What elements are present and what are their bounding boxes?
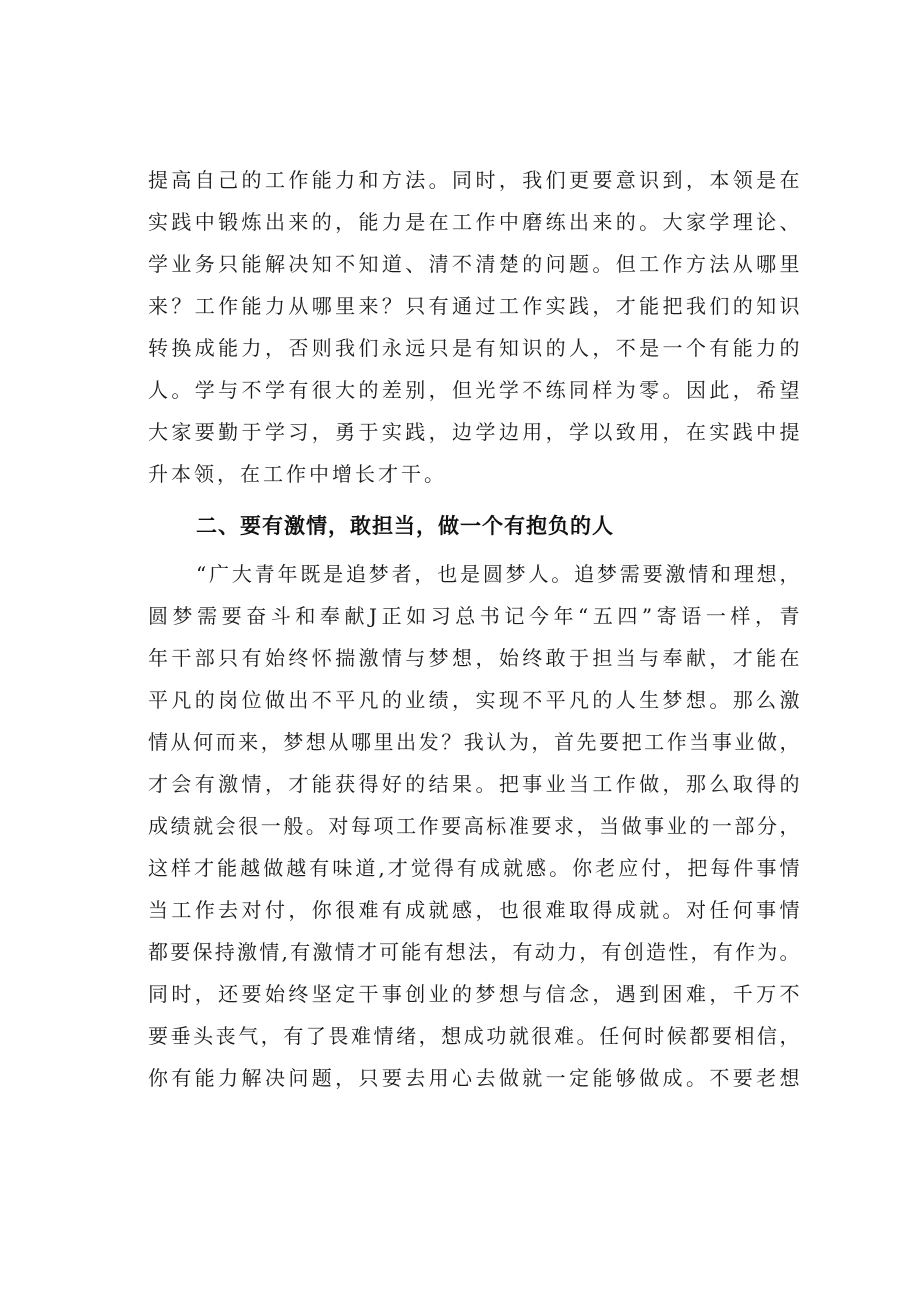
paragraph-line: 转换成能力，否则我们永远只是有知识的人，不是一个有能力的 [148,336,800,360]
paragraph-line: 大家要勤于学习，勇于实践，边学边用，学以致用，在实践中提 [148,420,800,444]
paragraph-line: 圆梦需要奋斗和奉献J正如习总书记今年“五四”寄语一样，青 [148,604,800,628]
paragraph-line: 要垂头丧气，有了畏难情绪，想成功就很难。任何时候都要相信， [148,1024,800,1048]
paragraph-line: 来？工作能力从哪里来？只有通过工作实践，才能把我们的知识 [148,294,800,318]
paragraph-line: 学业务只能解决知不知道、清不清楚的问题。但工作方法从哪里 [148,252,800,276]
paragraph-line: 人。学与不学有很大的差别，但光学不练同样为零。因此，希望 [148,378,800,402]
paragraph-line: 平凡的岗位做出不平凡的业绩，实现不平凡的人生梦想。那么激 [148,688,800,712]
paragraph-line: 当工作去对付，你很难有成就感，也很难取得成就。对任何事情 [148,898,800,922]
paragraph-line: 你有能力解决问题，只要去用心去做就一定能够做成。不要老想 [148,1066,800,1090]
paragraph-line: 成绩就会很一般。对每项工作要高标准要求，当做事业的一部分， [148,814,800,838]
paragraph-line: 同时，还要始终坚定干事创业的梦想与信念，遇到困难，千万不 [148,982,800,1006]
paragraph-line: 实践中锻炼出来的，能力是在工作中磨练出来的。大家学理论、 [148,210,800,234]
paragraph-line: 都要保持激情,有激情才可能有想法，有动力，有创造性，有作为。 [148,940,800,964]
paragraph-line: 情从何而来，梦想从哪里出发？我认为，首先要把工作当事业做， [148,730,800,754]
paragraph-line: 年干部只有始终怀揣激情与梦想，始终敢于担当与奉献，才能在 [148,646,800,670]
paragraph-line: 这样才能越做越有味道,才觉得有成就感。你老应付，把每件事情 [148,856,800,880]
paragraph-line: 升本领，在工作中增长才干。 [148,462,447,486]
paragraph-line: 才会有激情，才能获得好的结果。把事业当工作做，那么取得的 [148,772,800,796]
section-heading: 二、要有激情，敢担当，做一个有抱负的人 [196,514,614,538]
paragraph-line: “广大青年既是追梦者，也是圆梦人。追梦需要激情和理想， [196,562,800,586]
paragraph-line: 提高自己的工作能力和方法。同时，我们更要意识到，本领是在 [148,168,800,192]
